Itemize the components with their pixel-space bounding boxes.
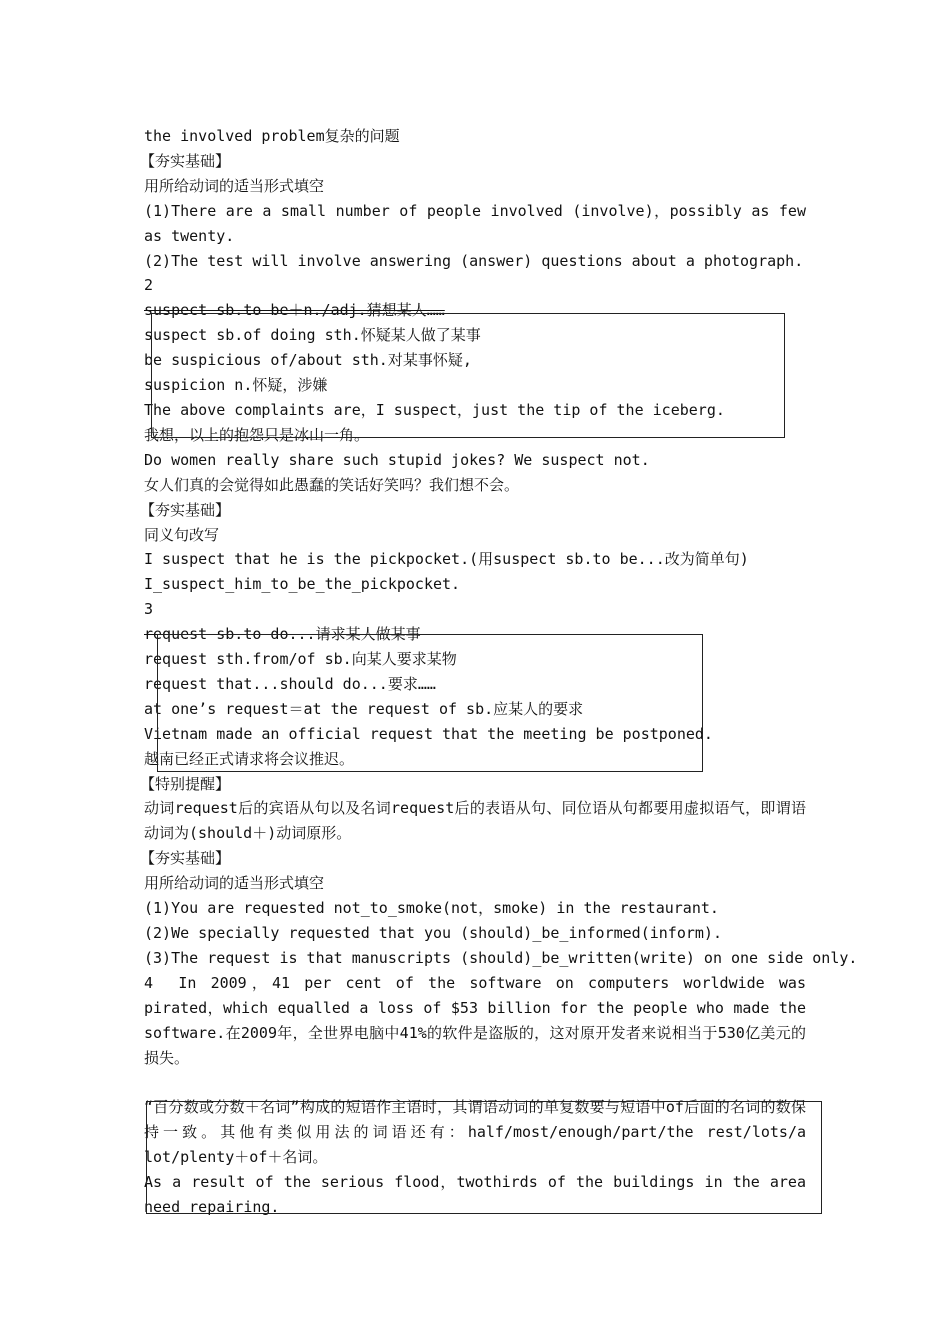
text-line: the involved problem复杂的问题 [144,127,400,145]
exercise-instruction: 用所给动词的适当形式填空 [144,874,325,893]
exercise-answer: I_suspect_him_to_be_the_pickpocket. [144,575,461,594]
exercise-instruction: 同义句改写 [144,525,220,544]
phrase-line: suspect sb.of doing sth.怀疑某人做了某事 [144,326,481,345]
section-heading: 【夯实基础】 [140,849,231,868]
phrase-line: be suspicious of/about sth.对某事怀疑, [144,351,472,370]
example-sentence: Do women really share such stupid jokes? We suspect not. [144,450,650,469]
phrase-line: request sb.to do...请求某人做某事 [144,625,421,644]
example-sentence: Vietnam made an official request that the meeting be postponed. [144,724,713,743]
exercise-item: (2)The test will involve answering (answer) questions about a photograph. [144,251,804,270]
blank-line [144,1070,806,1095]
example-paragraph: 4 In 2009，41 per cent of the software on computers worldwide was pirated，which equalled a loss of $53 billion for the people who made the software.在2009年，全世界电脑中41%的软件是盗版的，这对原开发者来说相当于530亿美元的损失。 [144,973,806,1067]
note-paragraph: “百分数或分数＋名词”构成的短语作主语时，其谓语动词的单复数要与短语中of后面的名词的数保持一致。其他有类似用法的词语还有：half/most/enough/part/the rest/lots/a lot/plenty＋of＋名词。 [144,1098,806,1167]
exercise-item: (1)There are a small number of people involved (involve)，possibly as few as twenty. [144,201,806,245]
example-sentence: As a result of the serious flood，twothirds of the buildings in the area need repairing. [144,1173,806,1216]
exercise-item: (2)We specially requested that you (should)_be_informed(inform). [144,924,722,942]
item-number: 3 [144,600,154,619]
example-sentence: The above complaints are，I suspect，just the tip of the iceberg. [144,400,725,419]
exercise-instruction: 用所给动词的适当形式填空 [144,176,325,195]
section-heading: 【夯实基础】 [140,500,231,519]
document-page [140,124,858,1220]
item-number: 2 [144,276,154,295]
phrase-line: request that...should do...要求…… [144,674,436,693]
translation-line: 我想，以上的抱怨只是冰山一角。 [144,425,370,444]
translation-line: 越南已经正式请求将会议推迟。 [144,749,355,768]
note-paragraph: 动词request后的宾语从句以及名词request后的表语从句、同位语从句都要用虚拟语气，即谓语动词为(should＋)动词原形。 [144,799,806,843]
exercise-item: (1)You are requested not_to_smoke(not，smoke) in the restaurant. [144,899,719,918]
phrase-line: suspicion n.怀疑，涉嫌 [144,376,328,395]
phrase-line: at one’s request＝at the request of sb.应某人的要求 [144,699,584,718]
section-heading: 【夯实基础】 [140,151,231,170]
phrase-line: request sth.from/of sb.向某人要求某物 [144,650,457,669]
exercise-item: (3)The request is that manuscripts (should)_be_written(write) on one side only. [144,948,858,967]
exercise-item: I suspect that he is the pickpocket.(用suspect sb.to be...改为简单句) [144,550,749,569]
translation-line: 女人们真的会觉得如此愚蠢的笑话好笑吗？我们想不会。 [144,475,520,494]
phrase-line: suspect sb.to be＋n./adj.猜想某人…… [144,301,445,320]
section-heading: 【特别提醒】 [140,774,231,793]
